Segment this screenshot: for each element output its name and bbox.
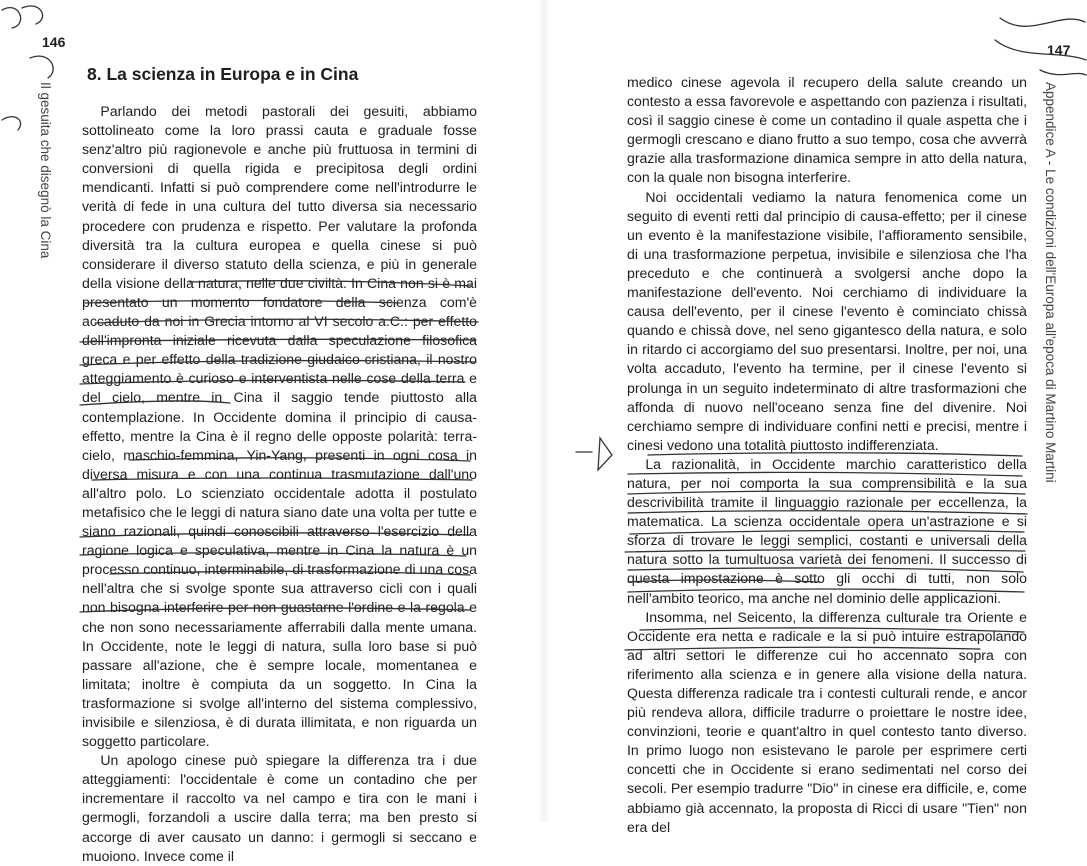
running-head-left: Il gesuita che disegnò la Cina (38, 82, 53, 259)
paragraph: Insomma, nel Seicento, la differenza culturale tra Oriente e Occidente era netta e radicale e la si può intuire estrapolando ad altri settori le differenze cui ho accennato sopra con riferimento alla scienza e in genere alla visione della natura. Questa differenza radicale tra i contesti culturali rende, e ancor più rendeva allora, difficile tradurre o proiettare le nostre idee, convinzioni, teorie e quant'altro in quel contesto tanto diverso. In primo luogo non esistevano le parole per esprimere certi concetti che in Occidente si erano sedimentati nel corso dei secoli. Per esempio tradurre "Dio" in cinese era difficile, e, come abbiamo già accennato, la proposta di Ricci di usare "Tien" non era del (627, 608, 1027, 835)
left-page-text (82, 102, 477, 866)
right-page-text (627, 73, 1027, 837)
paragraph: Un apologo cinese può spiegare la differenza tra i due atteggiamenti: l'occidentale è come un contadino che per incrementare il raccolto va nel campo e tira con le mani i germogli, forzandoli a uscire dalla terra; ma ben presto si accorge di aver causato un danno: i germogli si seccano e muoiono. Invece come il (82, 752, 477, 864)
paragraph: Noi occidentali vediamo la natura fenomenica come un seguito di eventi retti dal principio di causa-effetto; per il cinese un evento è la manifestazione visibile, l'affioramento sensibile, di una trasformazione perpetua, invisibile e silenziosa che l'ha preceduto e che continuerà a svolgersi anche dopo la manifestazione dell'evento. Noi cerchiamo di individuare la causa dell'evento, per il cinese l'evento è cominciato chissà quando e chissà dove, nel seno gigantesco della natura, e solo in ritardo ci accorgiamo del suo presentarsi. Inoltre, per noi, una volta accaduto, l'evento ha termine, per il cinese l'evento si prolunga in un seguito indeterminato di altre trasformazioni che affonda di nuovo nell'oceano senza fine del divenire. Noi cerchiamo sempre di individuare confini netti e precisi, mentre i cinesi vedono una totalità piuttosto indifferenziata. (627, 188, 1027, 453)
page-number-right: 147 (1047, 42, 1071, 58)
paragraph: La razionalità, in Occidente marchio caratteristico della natura, per noi comporta la sua comprensibilità e la sua descrivibilità tramite il linguaggio razionale per eccellenza, la matematica. La scienza occidentale opera un'astrazione e si sforza di trovare le leggi semplici, costanti e universali della natura sotto la tumultuosa varietà dei fenomeni. Il successo di questa impostazione è sotto gli occhi di tutti, non solo nell'ambito teorico, ma anche nel dominio delle applicazioni. (627, 455, 1027, 606)
running-head-right: Appendice A - Le condizioni dell'Europa all'epoca di Martino Martini (1043, 82, 1058, 483)
paragraph: Parlando dei metodi pastorali dei gesuiti, abbiamo sottolineato come la loro prassi cauta e graduale fosse senz'altro più ragionevole e anche più fruttuosa in termini di conversioni di quella rigida e precipitosa degli ordini mendicanti. Infatti si può comprendere come nell'introdurre le verità di fede in una cultura del tutto diversa sia necessario procedere con prudenza e rispetto. Per valutare la profonda diversità tra la cultura europea e quella cinese si può considerare il diverso statuto della scienza, e più in generale della visione della natura, nelle due civiltà. In Cina non si è mai presentato un momento fondatore della scienza com'è accaduto da noi in Grecia intorno al VI secolo a.C.: per effetto dell'impronta iniziale ricevuta dalla speculazione filosofica greca e per effetto della tradizione giudaico-cristiana, il nostro atteggiamento è curioso e interventista nelle cose della terra e del cielo, mentre in Cina il saggio tende piuttosto alla contemplazione. In Occidente domina il principio di causa-effetto, mentre la Cina è il regno delle opposte polarità: terra-cielo, maschio-femmina, Yin-Yang, presenti in ogni cosa in diversa misura e con una continua trasmutazione dall'uno all'altro polo. Lo scienziato occidentale adotta il postulato metafisico che le leggi di natura siano date una volta per tutte e siano razionali, quindi conoscibili attraverso l'esercizio della ragione logica e speculativa, mentre in Cina la natura è un processo continuo, interminabile, di trasformazione di una cosa nell'altra che si svolge sponte sua attraverso cicli con i quali non bisogna interferire per non guastarne l'ordine e la regola e che non sono necessariamente afferrabili dalla mente umana. In Occidente, note le leggi di natura, sulla loro base si può passare all'azione, che è sempre locale, momentanea e limitata; inoltre è compiuta da un soggetto. In Cina la trasformazione si svolge all'interno del sistema complessivo, invisibile e silenziosa, è di durata illimitata, e non riguarda un soggetto particolare. (82, 103, 477, 750)
arrow-mark (576, 438, 612, 470)
section-title: 8. La scienza in Europa e in Cina (87, 64, 359, 84)
book-gutter (538, 0, 550, 822)
paragraph: medico cinese agevola il recupero della salute creando un contesto a essa favorevole e aspettando con pazienza i risultati, così il saggio cinese è come un contadino il quale aspetta che i germogli crescano e diano frutto a suo tempo, cosa che avverrà grazie alla trasformazione dinamica sempre in atto della natura, con la quale non bisogna interferire. (627, 74, 1027, 186)
corner-doodle-right (995, 18, 1086, 75)
page-number-left: 146 (42, 34, 66, 50)
